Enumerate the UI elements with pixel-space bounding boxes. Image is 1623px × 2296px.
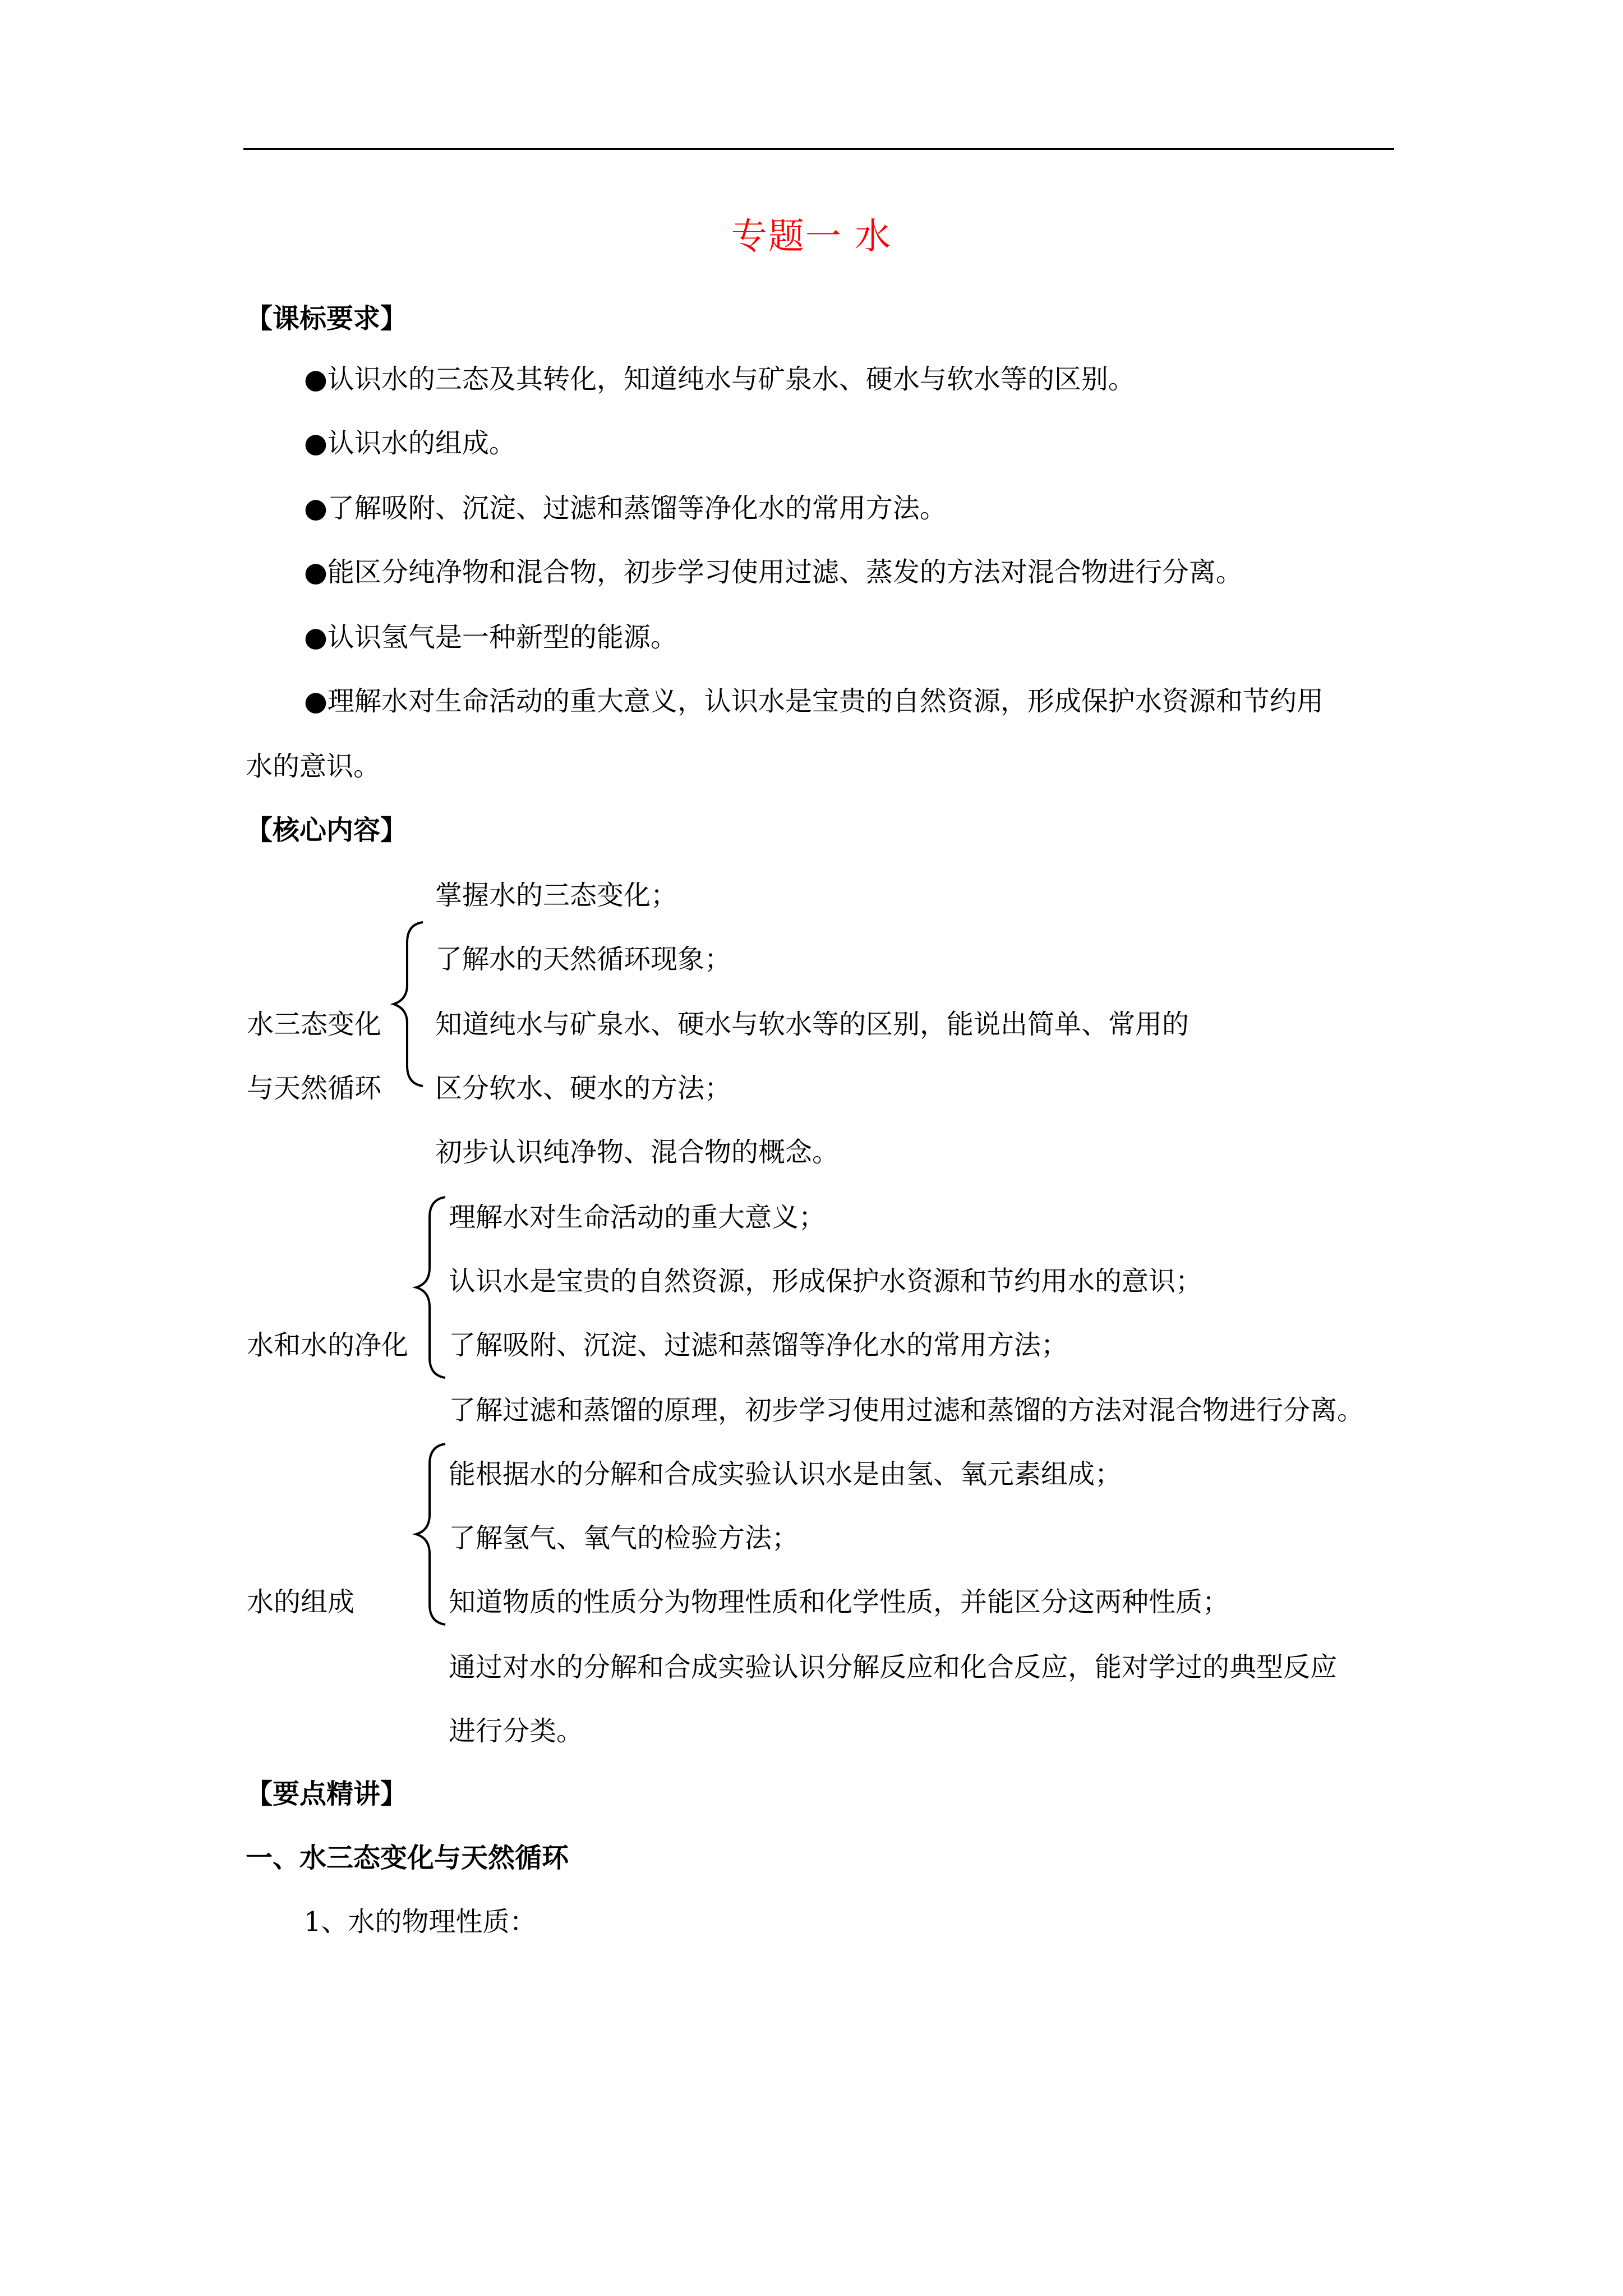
core-group2-item-4: 了解过滤和蒸馏的原理，初步学习使用过滤和蒸馏的方法对混合物进行分离。 xyxy=(449,1395,1364,1426)
standards-item-6-cont: 水的意识。 xyxy=(246,751,381,782)
core-group3-item-4: 通过对水的分解和合成实验认识分解反应和化合反应，能对学过的典型反应 xyxy=(449,1651,1338,1683)
standards-item-2: ●认识水的组成。 xyxy=(304,427,516,459)
standards-item-4: ●能区分纯净物和混合物，初步学习使用过滤、蒸发的方法对混合物进行分离。 xyxy=(304,556,1243,588)
core-group2-item-3: 了解吸附、沉淀、过滤和蒸馏等净化水的常用方法； xyxy=(449,1329,1068,1361)
core-group3-item-2: 了解氢气、氧气的检验方法； xyxy=(449,1522,799,1554)
core-group1-item-3: 知道纯水与矿泉水、硬水与软水等的区别，能说出简单、常用的 xyxy=(435,1009,1189,1040)
core-group3-label: 水的组成 xyxy=(247,1586,355,1618)
core-group3-item-1: 能根据水的分解和合成实验认识水是由氢、氧元素组成； xyxy=(449,1458,1122,1490)
section-heading-core: 【核心内容】 xyxy=(246,815,408,846)
standards-item-1: ●认识水的三态及其转化，知道纯水与矿泉水、硬水与软水等的区别。 xyxy=(304,364,1135,395)
key-points-item-1: 1、水的物理性质： xyxy=(304,1906,537,1938)
standards-item-3: ●了解吸附、沉淀、过滤和蒸馏等净化水的常用方法。 xyxy=(304,493,947,524)
core-group3-item-5: 进行分类。 xyxy=(449,1715,584,1747)
core-group3-item-3: 知道物质的性质分为物理性质和化学性质，并能区分这两种性质； xyxy=(449,1586,1230,1618)
core-group1-label-line2: 与天然循环 xyxy=(247,1073,382,1104)
brace-icon xyxy=(387,920,432,1088)
core-group1-item-1: 掌握水的三态变化； xyxy=(435,880,678,911)
core-group1-item-4: 区分软水、硬水的方法； xyxy=(435,1073,732,1104)
subheading-water-states: 一、水三态变化与天然循环 xyxy=(246,1842,569,1874)
standards-item-5: ●认识氢气是一种新型的能源。 xyxy=(304,622,677,653)
page-title: 专题一 水 xyxy=(731,216,892,257)
header-rule xyxy=(243,148,1394,150)
brace-icon xyxy=(409,1442,454,1627)
core-group1-label-line1: 水三态变化 xyxy=(247,1009,382,1040)
core-group2-label: 水和水的净化 xyxy=(247,1329,409,1361)
brace-icon xyxy=(409,1195,454,1380)
standards-item-6: ●理解水对生命活动的重大意义，认识水是宝贵的自然资源，形成保护水资源和节约用 xyxy=(304,685,1324,717)
section-heading-key-points: 【要点精讲】 xyxy=(246,1778,408,1810)
core-group1-item-2: 了解水的天然循环现象； xyxy=(435,944,732,975)
section-heading-standards: 【课标要求】 xyxy=(246,303,408,334)
core-group1-item-5: 初步认识纯净物、混合物的概念。 xyxy=(435,1137,840,1168)
core-group2-item-2: 认识水是宝贵的自然资源，形成保护水资源和节约用水的意识； xyxy=(449,1266,1203,1297)
core-group2-item-1: 理解水对生命活动的重大意义； xyxy=(449,1202,826,1233)
